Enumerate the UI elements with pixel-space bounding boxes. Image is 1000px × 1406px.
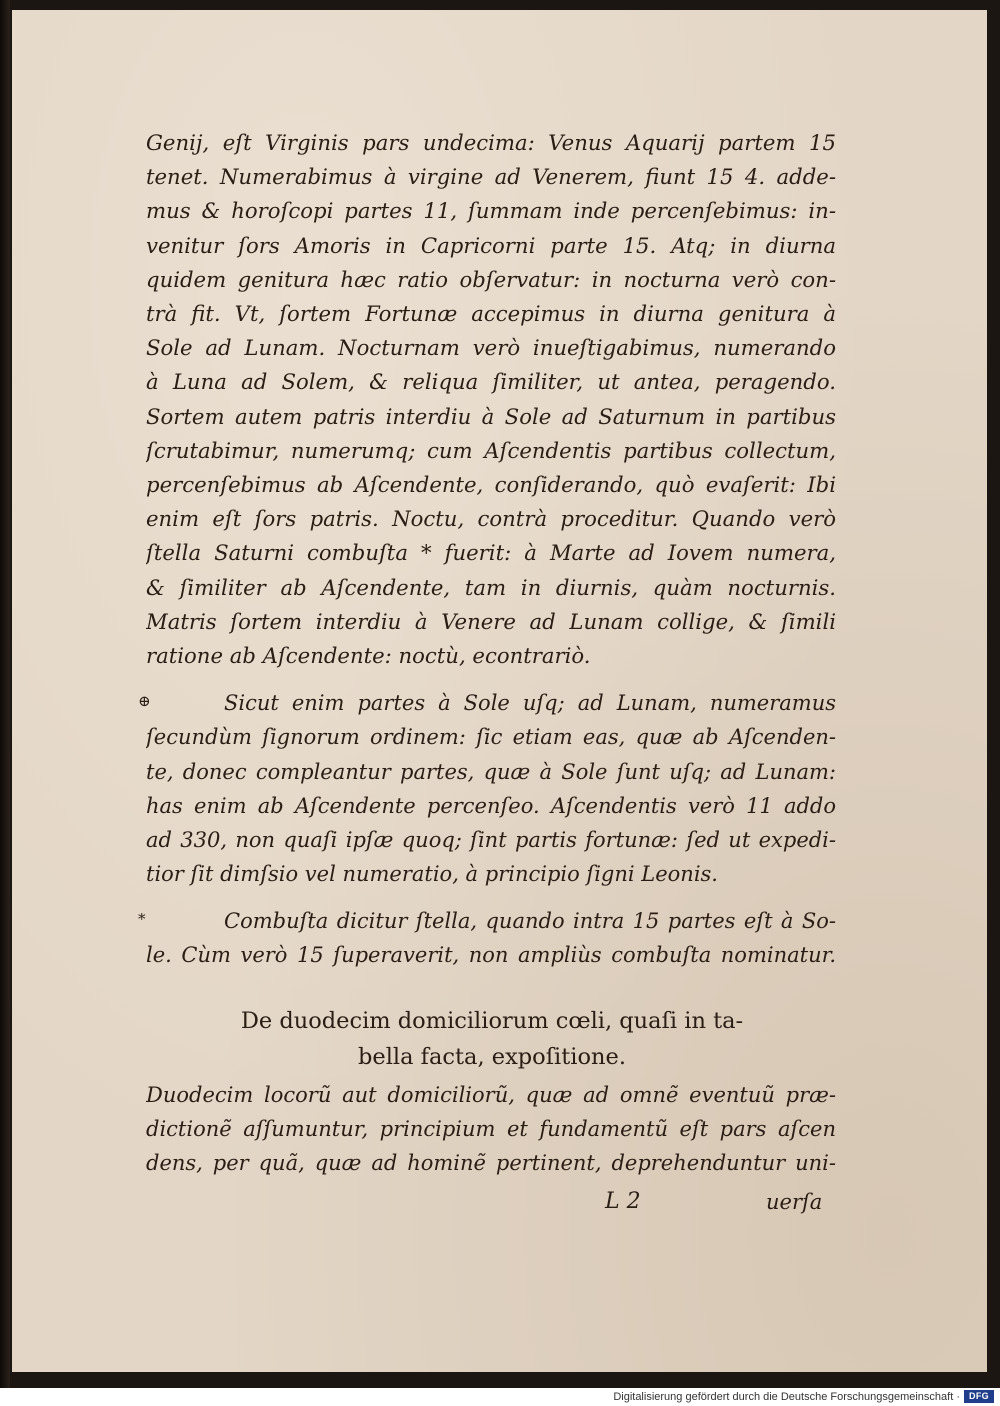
marginal-note-fortune: [138, 686, 836, 892]
text-line: & ſimiliter ab Aſcendente, tam in diurnis, quàm nocturnis.: [146, 574, 836, 600]
text-line: Duodecim locorũ aut domiciliorũ, quæ ad omnẽ eventuũ præ-: [146, 1083, 836, 1107]
text-line: enim eſt ſors patris. Noctu, contrà proceditur. Quando verò: [146, 506, 836, 532]
marginal-note-combust: [138, 904, 836, 973]
note-line: te, donec compleantur partes, quæ à Sole ſunt uſq; ad Lunam:: [146, 759, 836, 784]
asterisk-icon: *: [138, 910, 146, 928]
heading-line: De duodecim domiciliorum cœli, quaſi in ta-: [240, 1008, 744, 1034]
text-line: quidem genitura hæc ratio obſervatur: in nocturna verò con-: [146, 266, 836, 292]
note-line: has enim ab Aſcendente percenſeo. Aſcendentis verò 11 addo: [146, 793, 836, 818]
note-line: Sicut enim partes à Sole uſq; ad Lunam, numeramus: [224, 691, 836, 715]
credit-text: Digitalisierung gefördert durch die Deutsche Forschungsgemeinschaft ·: [613, 1391, 960, 1403]
text-line: à Luna ad Solem, & reliqua ſimiliter, ut antea, peragendo.: [146, 369, 836, 395]
note-line: le. Cùm verò 15 ſuperaverit, non ampliùs combuſta nominatur.: [146, 943, 836, 968]
paragraph-main: [146, 126, 836, 673]
text-line: venitur ſors Amoris in Capricorni parte 15. Atq; in diurna: [146, 232, 836, 258]
text-line: ſcrutabimur, numerumq; cum Aſcendentis partibus collectum,: [146, 437, 836, 463]
paragraph-domiciles: [146, 1078, 836, 1180]
catchword: uerſa: [766, 1190, 823, 1214]
text-line: Matris ſortem interdiu à Venere ad Lunam collige, & ſimili: [146, 608, 836, 634]
text-line: ſtella Saturni combuſta * fuerit: à Marte ad Iovem numera,: [146, 540, 836, 566]
note-line: Combuſta dicitur ſtella, quando intra 15 partes eſt à So-: [224, 909, 836, 933]
note-line: ſecundùm ſignorum ordinem: ſic etiam eas, quæ ab Aſcenden-: [146, 725, 836, 750]
heading-line: bella facta, expoſitione.: [357, 1044, 626, 1070]
signature-mark: L 2: [605, 1189, 641, 1214]
text-line: Sole ad Lunam. Nocturnam verò inueſtigabimus, numerando: [146, 335, 836, 361]
note-line: tior ſit dimſsio vel numeratio, à principio ſigni Leonis.: [146, 862, 718, 887]
sun-symbol-icon: ⊕: [138, 692, 151, 710]
text-line: percenſebimus ab Aſcendente, conſiderando, quò evaſerit: Ibi: [146, 472, 836, 498]
section-heading: [212, 1003, 772, 1075]
text-line: mus & horoſcopi partes 11, ſummam inde percenſebimus: in-: [146, 198, 836, 224]
book-spine-edge: [0, 0, 10, 1388]
text-line: dens, per quã, quæ ad hominẽ pertinent, deprehenduntur uni-: [146, 1151, 836, 1175]
text-line: ratione ab Aſcendente: noctù, econtrariò.: [146, 643, 591, 669]
text-line: Sortem autem patris interdiu à Sole ad Saturnum in partibus: [146, 403, 836, 429]
book-page: [12, 10, 987, 1372]
digitization-credit-bar: [0, 1388, 1000, 1406]
dfg-logo[interactable]: DFG: [964, 1390, 994, 1403]
text-line: Genij, eſt Virginis pars undecima: Venus Aquarij partem 15: [146, 130, 836, 155]
text-line: trà fit. Vt, ſortem Fortunæ accepimus in diurna genitura à: [146, 301, 836, 327]
text-line: dictionẽ aſſumuntur, principium et fundamentũ eſt pars aſcen: [146, 1117, 836, 1141]
note-line: ad 330, non quaſi ipſæ quoq; ſint partis fortunæ: ſed ut expedi-: [146, 828, 836, 853]
text-line: tenet. Numerabimus à virgine ad Venerem, fiunt 15 4. adde-: [146, 164, 836, 190]
